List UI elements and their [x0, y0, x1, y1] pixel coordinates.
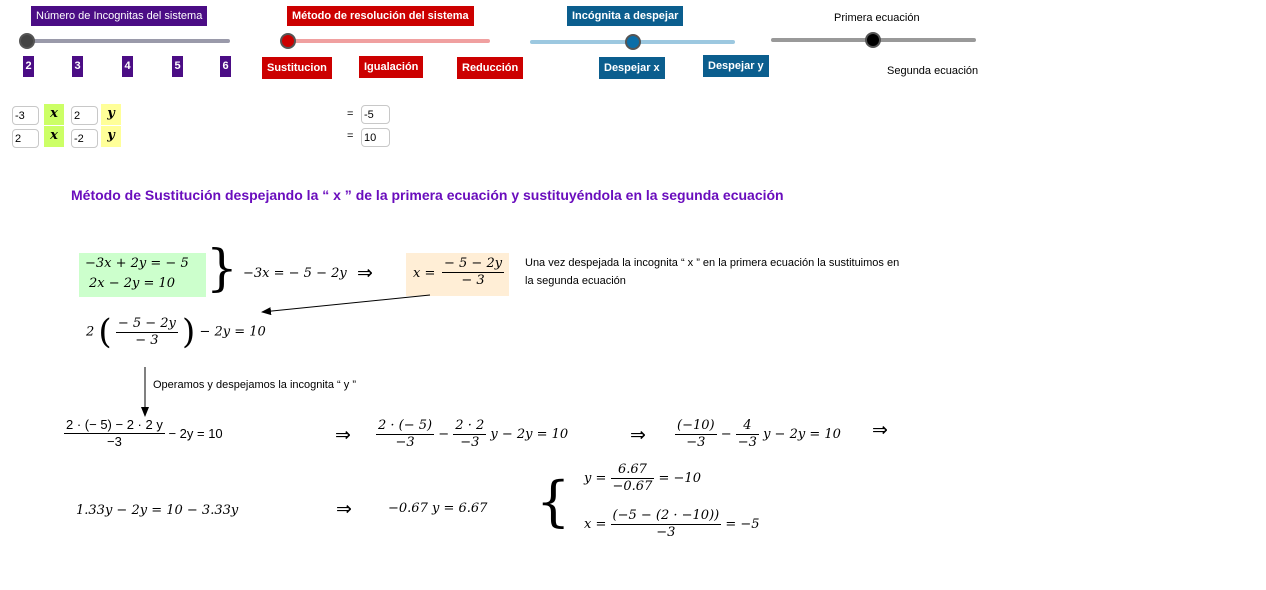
- row3-f2-rest: y − 2y = 10: [490, 427, 569, 442]
- y-solution-den: −0.67: [612, 479, 653, 494]
- row4-expression-2: −0.67 y = 6.67: [388, 501, 488, 516]
- x-result-num: − 5 − 2y: [444, 256, 503, 271]
- x-solution-lhs: x =: [584, 517, 607, 532]
- row3-f2-mid: −: [438, 427, 450, 442]
- row3-f2a: [376, 418, 434, 451]
- implies-arrow-3: ⇒: [630, 424, 646, 446]
- despejar-slider-label: Incógnita a despejar: [567, 6, 683, 26]
- sub-fraction: [116, 316, 178, 349]
- system-brace: }: [206, 239, 238, 297]
- sub-paren-open: (: [98, 312, 112, 352]
- row3-f2a-num: 2 · (− 5): [378, 418, 433, 433]
- row3-f3-mid: −: [720, 427, 732, 442]
- row3-expression-2: [376, 418, 568, 451]
- row3-f2b: [453, 418, 486, 451]
- y-solution-lhs: y =: [584, 471, 607, 486]
- x-solution-den: −3: [656, 525, 676, 540]
- row3-f2b-num: 2 · 2: [455, 418, 485, 433]
- implies-arrow-4: ⇒: [872, 419, 888, 441]
- sub-num: − 5 − 2y: [117, 315, 176, 331]
- reduccion-button[interactable]: Reducción: [457, 57, 523, 79]
- incognitas-tick-6: 6: [220, 56, 231, 77]
- x-solution-result: = −5: [725, 517, 760, 532]
- var-y-1: y: [101, 104, 121, 125]
- row3-f1: [64, 417, 165, 450]
- step1-expression: −3x = − 5 − 2y: [243, 266, 347, 281]
- implies-arrow-1: ⇒: [357, 262, 373, 284]
- var-x-1: x: [44, 104, 64, 125]
- x-solution-num: (−5 − (2 · −10)): [612, 508, 720, 523]
- y-solution-num: 6.67: [611, 462, 655, 479]
- row3-expression-1: [64, 417, 223, 450]
- implies-arrow-5: ⇒: [336, 498, 352, 520]
- primera-ecuacion-label: Primera ecuación: [834, 12, 920, 24]
- row3-f1-rest: − 2y = 10: [168, 426, 223, 441]
- y-solution-fraction: [611, 462, 655, 495]
- equals-2: =: [347, 130, 354, 142]
- row3-f3b-num: 4: [736, 418, 759, 435]
- var-y-2: y: [101, 126, 121, 147]
- row3-f1-den: −3: [107, 434, 122, 449]
- sub-coef: 2: [86, 324, 95, 340]
- igualacion-button[interactable]: Igualación: [359, 56, 423, 78]
- incognitas-tick-2: 2: [23, 56, 34, 77]
- sustitucion-button[interactable]: Sustitucion: [262, 57, 332, 79]
- system-eq1: −3x + 2y = − 5: [85, 256, 189, 271]
- sub-rest: − 2y = 10: [199, 324, 266, 340]
- row3-f3a-den: −3: [686, 435, 706, 450]
- incognitas-tick-4: 4: [122, 56, 133, 77]
- row4-expression-1: 1.33y − 2y = 10 − 3.33y: [76, 503, 239, 518]
- incognitas-tick-5: 5: [172, 56, 183, 77]
- solution-brace: {: [536, 470, 571, 533]
- row3-f3b: [736, 418, 759, 451]
- row3-f1-num: 2 · (− 5) − 2 · 2 y: [66, 417, 163, 432]
- operations-note: Operamos y despejamos la incognita “ y ”: [153, 379, 356, 391]
- x-result-den: − 3: [461, 273, 485, 288]
- sub-paren-close: ): [182, 312, 196, 352]
- row3-f3a: [675, 418, 717, 451]
- incognitas-tick-3: 3: [72, 56, 83, 77]
- x-solution-fraction: [611, 508, 722, 541]
- incognitas-slider-label: Número de Incognitas del sistema: [31, 6, 207, 26]
- metodo-slider-label: Método de resolución del sistema: [287, 6, 474, 26]
- system-eq2: 2x − 2y = 10: [89, 276, 176, 291]
- note-line-1: Una vez despejada la incognita “ x ” en la primera ecuación la sustituimos en: [525, 257, 900, 269]
- segunda-ecuacion-label: Segunda ecuación: [887, 65, 979, 77]
- despejar-x-button[interactable]: Despejar x: [599, 57, 665, 79]
- row3-expression-3: [675, 418, 841, 451]
- x-solution: [584, 508, 760, 541]
- row3-f2b-den: −3: [460, 435, 480, 450]
- y-solution: [584, 462, 701, 495]
- sub-den: − 3: [135, 332, 159, 348]
- note-line-2: la segunda ecuación: [525, 275, 626, 287]
- x-result-lhs: x =: [413, 266, 436, 281]
- row3-f3b-den: −3: [737, 435, 757, 450]
- despejar-y-button[interactable]: Despejar y: [703, 55, 769, 77]
- arrow-to-substitution: [262, 295, 430, 312]
- row3-f3a-num: (−10): [677, 418, 715, 433]
- implies-arrow-2: ⇒: [335, 424, 351, 446]
- row3-f3-rest: y − 2y = 10: [763, 427, 841, 442]
- y-solution-result: = −10: [658, 471, 701, 486]
- row3-f2a-den: −3: [395, 435, 415, 450]
- var-x-2: x: [44, 126, 64, 147]
- method-heading: Método de Sustitución despejando la “ x ” de la primera ecuación y sustituyéndola en la segunda ecuación: [71, 187, 784, 203]
- equals-1: =: [347, 108, 354, 120]
- substitution-expression: [86, 312, 266, 354]
